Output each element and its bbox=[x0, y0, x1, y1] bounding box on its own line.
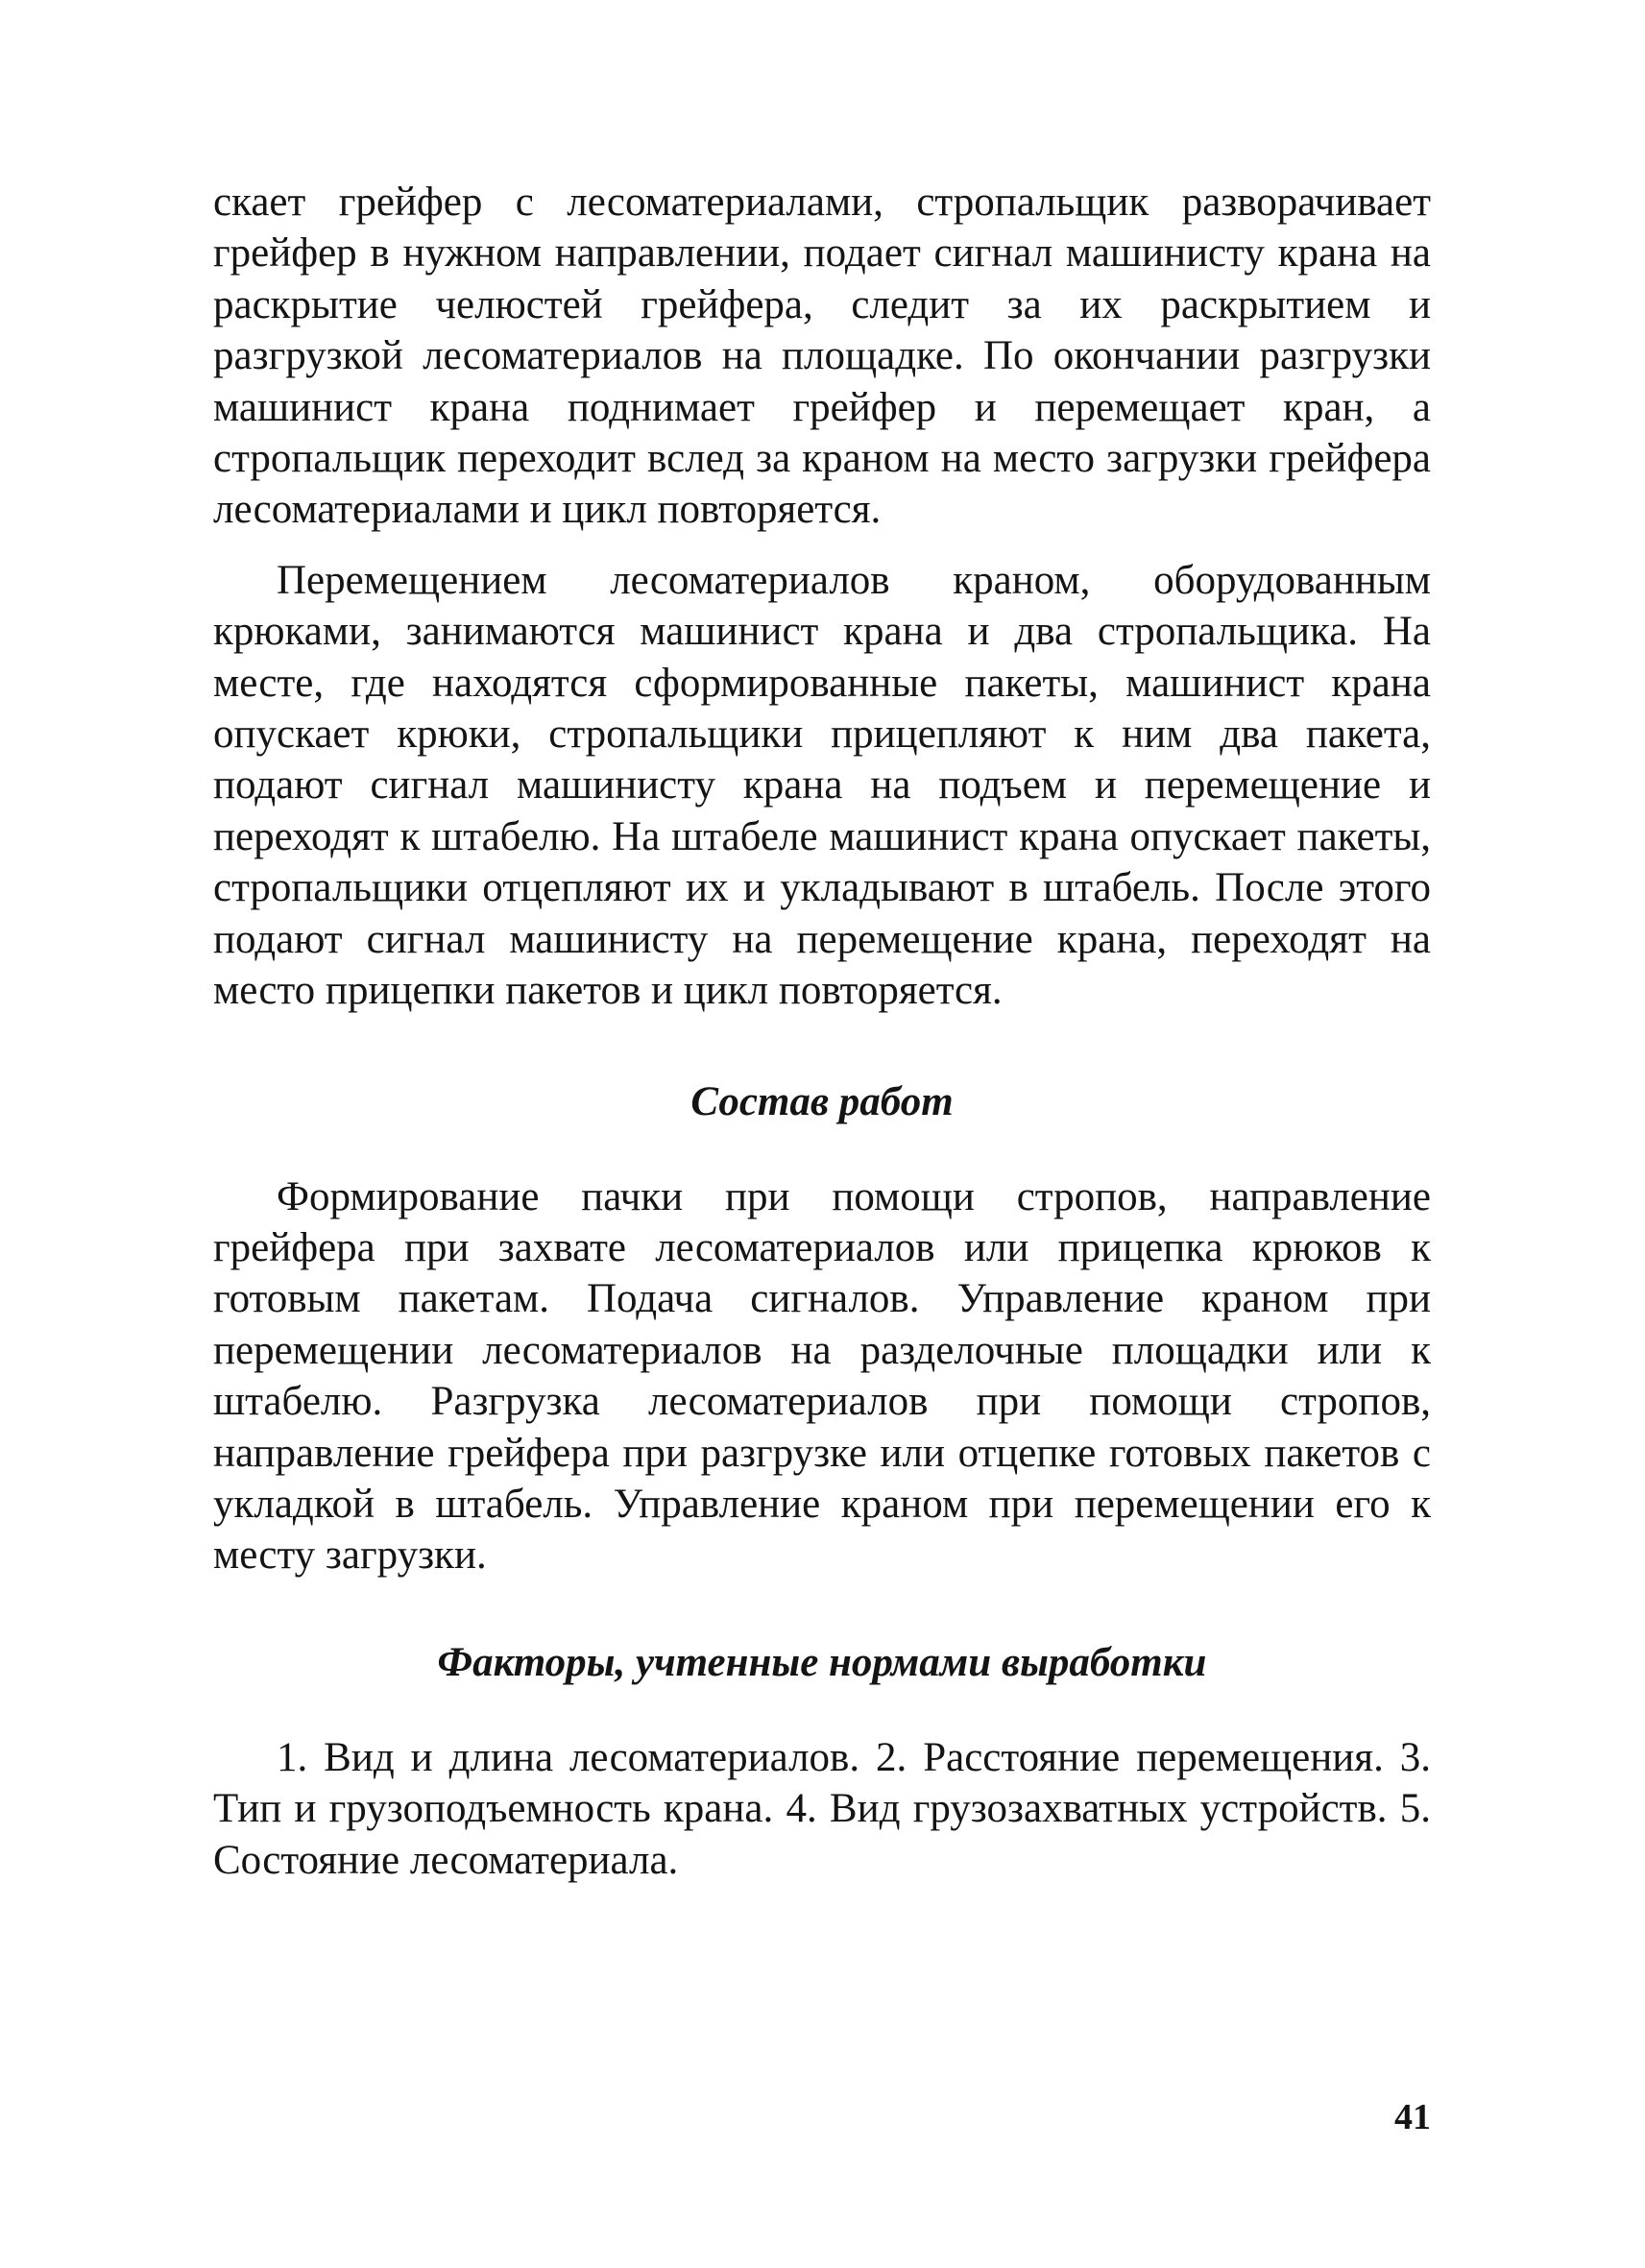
paragraph-work-composition: Формирование пачки при помощи стропов, направление грейфера при захвате лесоматериалов или прицепка крюков к готовым пакетам. Подача сигналов. Управление краном при перемещении лесоматериалов на разделочные площадки или к штабелю. Разгрузка лесоматериалов при помощи стропов, направление грейфера при разгрузке или отцепке готовых пакетов с укладкой в штабель. Управление краном при перемещении его к месту загрузки. bbox=[213, 1173, 1431, 1579]
page-number: 41 bbox=[1394, 2097, 1431, 2137]
section-heading-factors: Факторы, учтенные нормами выработки bbox=[437, 1639, 1207, 1685]
paragraph-crane-hooks-cycle: Перемещением лесоматериалов краном, оборудованным крюками, занимаются машинист крана и два стропальщика. На месте, где находятся сформированные пакеты, машинист крана опускает крюки, стропальщики прицепляют к ним два пакета, подают сигнал машинисту крана на подъем и перемещение и переходят к штабелю. На штабеле машинист крана опускает пакеты, стропальщики отцепляют их и укладывают в штабель. После этого подают сигнал машинисту на перемещение крана, переходят на место прицепки пакетов и цикл повторяется. bbox=[213, 557, 1431, 1014]
page-body bbox=[213, 177, 1431, 1886]
paragraph-crane-grab-cycle: скает грейфер с лесоматериалами, стропальщик разворачивает грейфер в нужном направлении, подает сигнал машинисту крана на раскрытие челюстей грейфера, следит за их раскрытием и разгрузкой лесоматериалов на площадке. По окончании разгрузки машинист крана поднимает грейфер и перемещает кран, а стропальщик переходит вслед за краном на место загрузки грейфера лесоматериалами и цикл повторяется. bbox=[213, 180, 1431, 533]
section-heading-work-composition: Состав работ bbox=[690, 1078, 954, 1124]
paragraph-factors-list: 1. Вид и длина лесоматериалов. 2. Расстояние перемещения. 3. Тип и грузоподъемность крана. 4. Вид грузозахватных устройств. 5. Состояние лесоматериала. bbox=[213, 1734, 1431, 1883]
